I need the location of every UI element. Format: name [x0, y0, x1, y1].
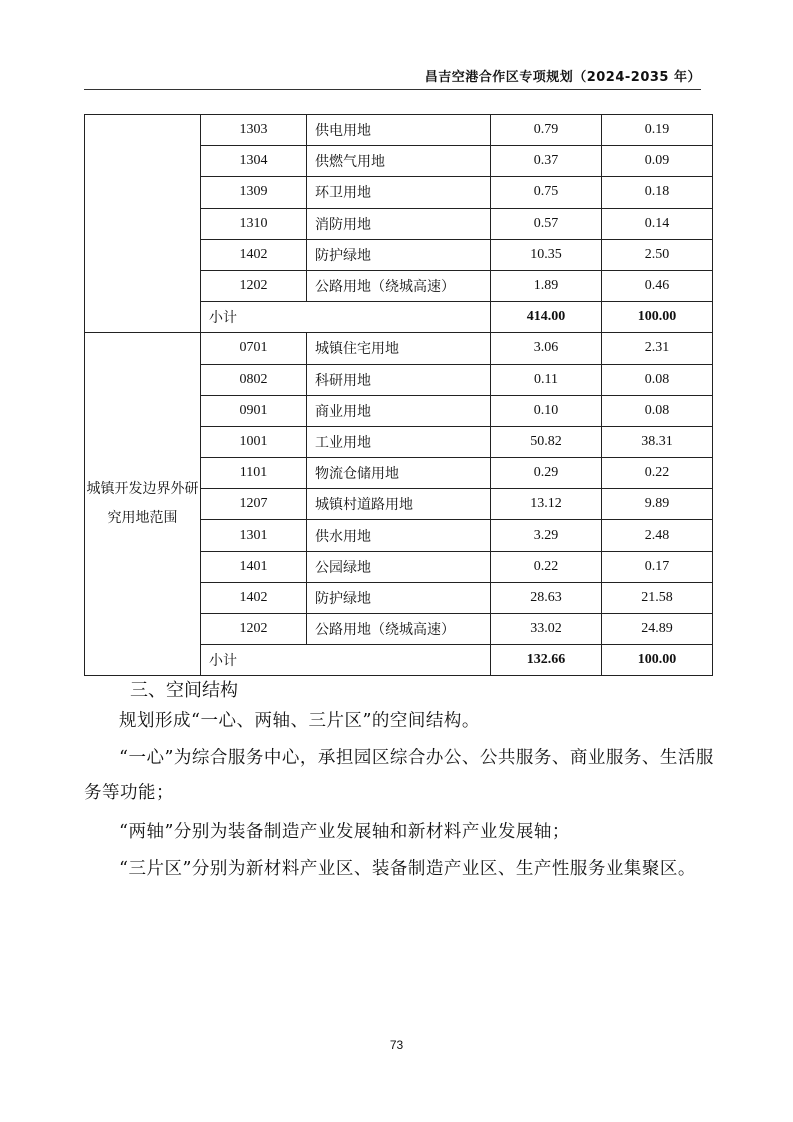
land-ratio: 24.89 [602, 614, 713, 645]
land-name: 防护绿地 [307, 582, 491, 613]
land-ratio: 0.19 [602, 115, 713, 146]
land-name: 供燃气用地 [307, 146, 491, 177]
land-name: 消防用地 [307, 208, 491, 239]
land-area: 0.57 [491, 208, 602, 239]
paragraph: “一心”为综合服务中心，承担园区综合办公、公共服务、商业服务、生活服务等功能； [84, 748, 714, 803]
subtotal-label: 小计 [201, 302, 491, 333]
land-name: 商业用地 [307, 395, 491, 426]
land-ratio: 9.89 [602, 489, 713, 520]
land-area: 33.02 [491, 614, 602, 645]
land-code: 1402 [201, 582, 307, 613]
paragraph: “两轴”分别为装备制造产业发展轴和新材料产业发展轴； [119, 822, 570, 842]
land-ratio: 0.18 [602, 177, 713, 208]
land-code: 1309 [201, 177, 307, 208]
land-area: 0.11 [491, 364, 602, 395]
land-area: 0.37 [491, 146, 602, 177]
land-code: 0802 [201, 364, 307, 395]
land-code: 1401 [201, 551, 307, 582]
land-name: 公路用地（绕城高速） [307, 270, 491, 301]
land-code: 1202 [201, 614, 307, 645]
subtotal-ratio: 100.00 [602, 302, 713, 333]
land-ratio: 21.58 [602, 582, 713, 613]
land-area: 0.79 [491, 115, 602, 146]
land-ratio: 0.14 [602, 208, 713, 239]
land-use-table [84, 114, 713, 676]
land-code: 1303 [201, 115, 307, 146]
page-number: 73 [389, 1038, 404, 1052]
region-cell: 城镇开发边界外研究用地范围 [85, 333, 201, 676]
land-name: 城镇住宅用地 [307, 333, 491, 364]
subtotal-area: 414.00 [491, 302, 602, 333]
header-rule [84, 89, 701, 90]
land-code: 1304 [201, 146, 307, 177]
land-area: 3.29 [491, 520, 602, 551]
paragraph: “三片区”分别为新材料产业区、装备制造产业区、生产性服务业集聚区。 [119, 859, 696, 879]
land-area: 0.22 [491, 551, 602, 582]
land-ratio: 0.08 [602, 364, 713, 395]
subtotal-area: 132.66 [491, 645, 602, 676]
table-row [85, 115, 713, 146]
land-name: 供水用地 [307, 520, 491, 551]
land-code: 1402 [201, 239, 307, 270]
land-ratio: 2.50 [602, 239, 713, 270]
land-area: 3.06 [491, 333, 602, 364]
document-header: 昌吉空港合作区专项规划（2024-2035 年） [424, 70, 701, 85]
land-name: 环卫用地 [307, 177, 491, 208]
land-code: 1310 [201, 208, 307, 239]
land-code: 1207 [201, 489, 307, 520]
land-name: 公路用地（绕城高速） [307, 614, 491, 645]
land-ratio: 0.08 [602, 395, 713, 426]
land-name: 城镇村道路用地 [307, 489, 491, 520]
land-code: 1001 [201, 426, 307, 457]
land-ratio: 38.31 [602, 426, 713, 457]
land-name: 公园绿地 [307, 551, 491, 582]
table-row [85, 333, 713, 364]
land-code: 0701 [201, 333, 307, 364]
land-area: 28.63 [491, 582, 602, 613]
land-ratio: 0.22 [602, 458, 713, 489]
land-area: 10.35 [491, 239, 602, 270]
land-area: 13.12 [491, 489, 602, 520]
land-ratio: 2.48 [602, 520, 713, 551]
land-code: 0901 [201, 395, 307, 426]
land-name: 科研用地 [307, 364, 491, 395]
land-name: 供电用地 [307, 115, 491, 146]
land-ratio: 0.09 [602, 146, 713, 177]
subtotal-label: 小计 [201, 645, 491, 676]
land-area: 0.75 [491, 177, 602, 208]
subtotal-ratio: 100.00 [602, 645, 713, 676]
land-area: 50.82 [491, 426, 602, 457]
land-name: 物流仓储用地 [307, 458, 491, 489]
land-area: 0.10 [491, 395, 602, 426]
land-name: 防护绿地 [307, 239, 491, 270]
land-area: 1.89 [491, 270, 602, 301]
land-code: 1202 [201, 270, 307, 301]
paragraph: 规划形成“一心、两轴、三片区”的空间结构。 [119, 711, 480, 731]
land-code: 1101 [201, 458, 307, 489]
section-heading: 三、空间结构 [130, 680, 238, 701]
land-ratio: 0.17 [602, 551, 713, 582]
land-area: 0.29 [491, 458, 602, 489]
land-ratio: 2.31 [602, 333, 713, 364]
region-cell [85, 115, 201, 333]
land-code: 1301 [201, 520, 307, 551]
land-ratio: 0.46 [602, 270, 713, 301]
land-name: 工业用地 [307, 426, 491, 457]
